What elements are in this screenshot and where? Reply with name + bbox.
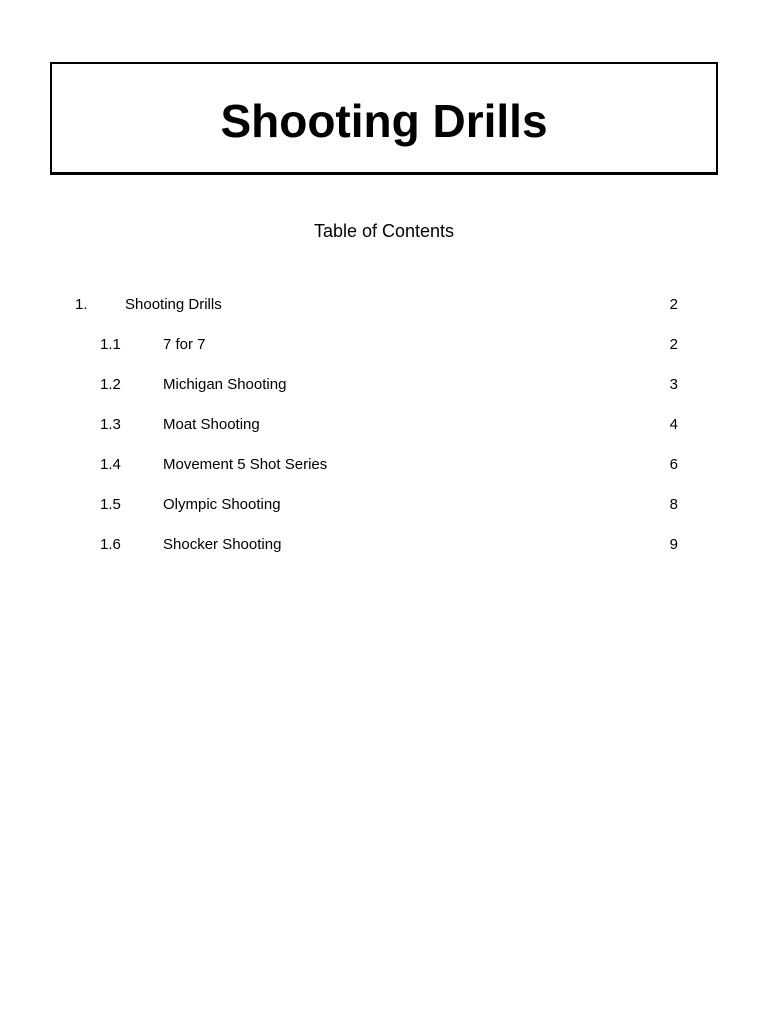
- toc-entry-number: 1.5: [100, 496, 121, 513]
- toc-entry-label: Movement 5 Shot Series: [163, 456, 328, 473]
- toc-entry-page: 2: [669, 336, 678, 353]
- toc-entry-label: Michigan Shooting: [163, 376, 287, 393]
- toc-entry-page: 6: [669, 456, 678, 473]
- toc-heading: Table of Contents: [313, 221, 455, 241]
- toc-entry-label: Olympic Shooting: [163, 496, 281, 513]
- toc-entry-page: 9: [669, 536, 678, 553]
- toc-entry-label: Moat Shooting: [163, 416, 260, 433]
- toc-entry[interactable]: [0, 414, 768, 436]
- toc-entry-number: 1.6: [100, 536, 121, 553]
- document-title: Shooting Drills: [220, 95, 548, 147]
- toc-entry[interactable]: [0, 294, 768, 316]
- toc-entry-page: 4: [669, 416, 678, 433]
- toc-entry-number: 1.1: [100, 336, 121, 353]
- toc-entry[interactable]: [0, 494, 768, 516]
- toc-entry-page: 2: [669, 296, 678, 313]
- toc-entry-label: Shooting Drills: [125, 296, 222, 313]
- toc-entry-label: Shocker Shooting: [163, 536, 282, 553]
- toc-entry-label: 7 for 7: [163, 336, 206, 353]
- toc-entry-number: 1.3: [100, 416, 121, 433]
- toc-entry[interactable]: [0, 374, 768, 396]
- toc-entry-number: 1.4: [100, 456, 121, 473]
- toc-entry-number: 1.2: [100, 376, 121, 393]
- title-box: [50, 62, 718, 175]
- toc-entry-number: 1.: [75, 296, 88, 313]
- toc-entry-page: 8: [669, 496, 678, 513]
- toc-entry[interactable]: [0, 334, 768, 356]
- toc-entry[interactable]: [0, 534, 768, 556]
- toc-entry-page: 3: [669, 376, 678, 393]
- toc-entry[interactable]: [0, 454, 768, 476]
